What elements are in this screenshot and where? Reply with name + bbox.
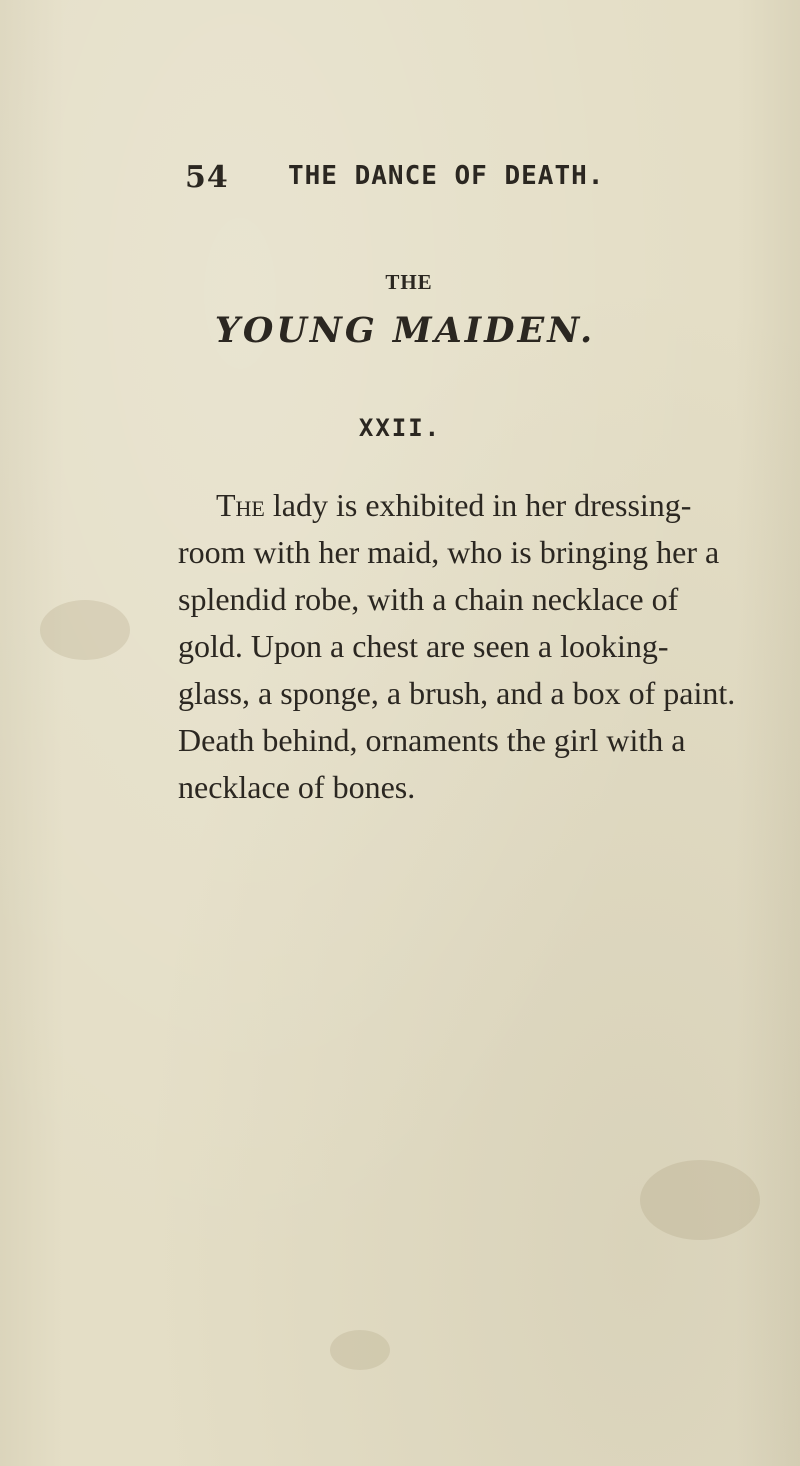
lead-word: The [216,487,265,523]
running-title: THE DANCE OF DEATH. [288,161,605,191]
page-number: 54 [185,160,229,195]
section-heading-title: YOUNG MAIDEN. [214,310,596,351]
description-paragraph [178,482,778,811]
section-numeral: XXII. [358,414,442,442]
running-head [185,160,745,200]
paragraph-line: gold. Upon a chest are seen a looking- [178,628,669,664]
paragraph-line: glass, a sponge, a brush, and a box of paint. [178,675,736,711]
paragraph-line: necklace of bones. [178,769,416,805]
paper-stain [40,600,130,660]
paragraph-line-text: lady is exhibited in her dressing- [272,487,692,523]
paper-stain [640,1160,760,1240]
paragraph-line: room with her maid, who is bringing her a [178,534,720,570]
paragraph-line: Death behind, ornaments the girl with a [178,722,686,758]
paper-stain [330,1330,390,1370]
paragraph-line: splendid robe, with a chain necklace of [178,581,679,617]
paragraph-line [178,482,778,529]
section-heading-article: THE [385,270,433,294]
